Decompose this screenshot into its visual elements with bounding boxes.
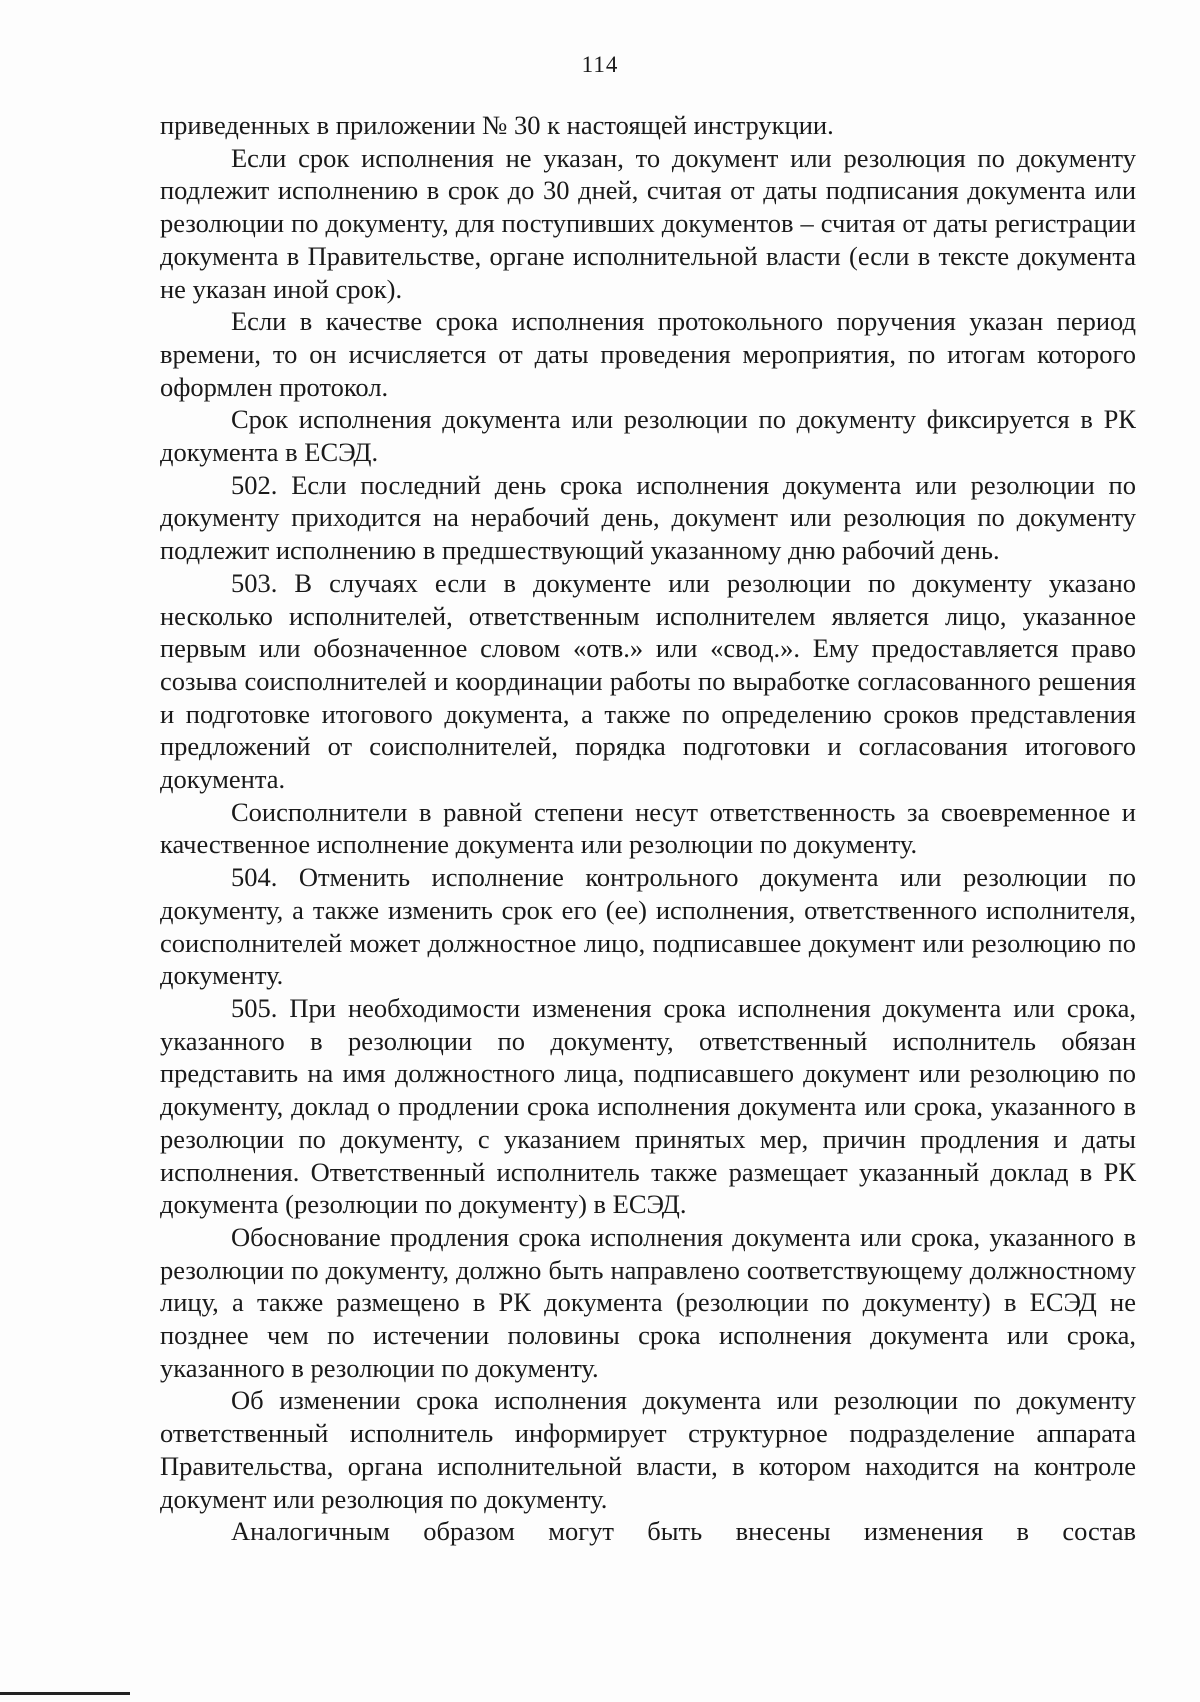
paragraph-continuation: приведенных в приложении № 30 к настоящей инструкции. [160,110,834,140]
paragraph-similar-changes: Аналогичным образом могут быть внесены изменения в состав [231,1516,1136,1547]
paragraph-504: 504. Отменить исполнение контрольного документа или резолюции по документу, а также изменить срок его (ее) исполнения, ответственного исполнителя, соисполнителей может должностное лицо, подписавшее документ или резолюцию по документу. [160,862,1136,991]
paragraph-protocol-deadline: Если в качестве срока исполнения протокольного поручения указан период времени, то он исчисляется от даты проведения мероприятия, по итогам которого оформлен протокол. [160,306,1136,402]
scan-edge-mark [0,1692,130,1695]
paragraph-default-deadline: Если срок исполнения не указан, то документ или резолюция по документу подлежит исполнению в срок до 30 дней, считая от даты подписания документа или резолюции по документу, для поступивших документов – считая от даты регистрации документа в Правительстве, органе исполнительной власти (если в тексте документа не указан иной срок). [160,142,1136,304]
paragraph-co-executors: Соисполнители в равной степени несут ответственность за своевременное и качественное исполнение документа или резолюции по документу. [160,796,1136,860]
paragraph-extension-justification: Обоснование продления срока исполнения документа или срока, указанного в резолюции по документу, должно быть направлено соответствующему должностному лицу, а также размещено в РК документа (резолюции по документу) в ЕСЭД не позднее чем по истечении половины срока исполнения документа или срока, указанного в резолюции по документу. [160,1221,1136,1383]
paragraph-502: 502. Если последний день срока исполнения документа или резолюции по документу приходится на нерабочий день, документ или резолюция по документу подлежит исполнению в предшествующий указанному дню рабочий день. [160,469,1136,566]
paragraph-505: 505. При необходимости изменения срока исполнения документа или срока, указанного в резолюции по документу, ответственный исполнитель обязан представить на имя должностного лица, подписавшего документ или резолюцию по документу, доклад о продлении срока исполнения документа или срока, указанного в резолюции по документу, с указанием принятых мер, причин продления и даты исполнения. Ответственный исполнитель также размещает указанный доклад в РК документа (резолюции по документу) в ЕСЭД. [160,992,1136,1220]
page-number: 114 [581,52,619,77]
paragraph-503: 503. В случаях если в документе или резолюции по документу указано несколько исполнителей, ответственным исполнителем является лицо, указанное первым или обозначенное словом «отв.» или «свод.». Ему предоставляется право созыва соисполнителей и координации работы по выработке согласованного решения и подготовке итогового документа, а также по определению сроков представления предложений от соисполнителей, порядка подготовки и согласования итогового документа. [160,567,1136,795]
document-body [160,109,1136,1548]
paragraph-change-notification: Об изменении срока исполнения документа или резолюции по документу ответственный исполнитель информирует структурное подразделение аппарата Правительства, органа исполнительной власти, в котором находится на контроле документ или резолюция по документу. [160,1385,1136,1514]
paragraph-deadline-recording: Срок исполнения документа или резолюции по документу фиксируется в РК документа в ЕСЭД. [160,404,1136,468]
